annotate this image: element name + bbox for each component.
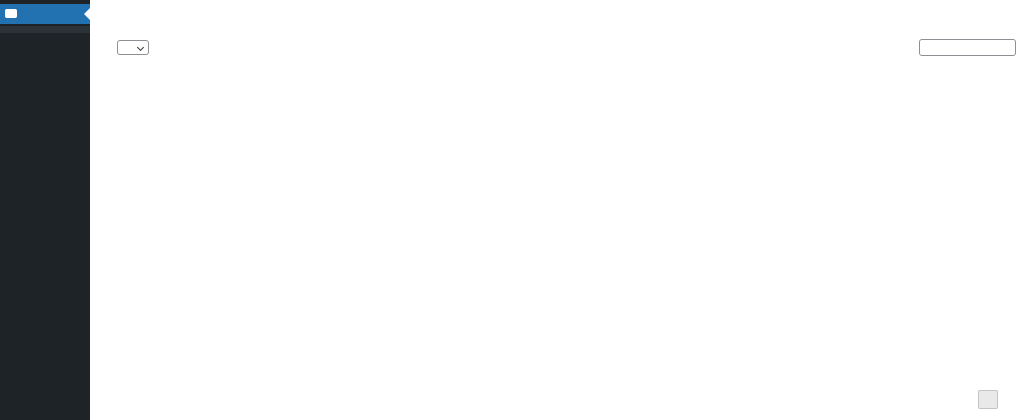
pagination (966, 390, 1010, 409)
search-control (915, 39, 1016, 56)
search-input[interactable] (919, 39, 1016, 56)
admin-sidebar (0, 0, 90, 420)
length-control (113, 40, 153, 55)
woocommerce-submenu (0, 26, 90, 33)
main-content (90, 0, 1024, 420)
menu-woocommerce[interactable] (0, 4, 90, 24)
woocommerce-icon (5, 9, 17, 18)
page-1-button[interactable] (978, 390, 998, 409)
entries-select[interactable] (117, 40, 149, 55)
